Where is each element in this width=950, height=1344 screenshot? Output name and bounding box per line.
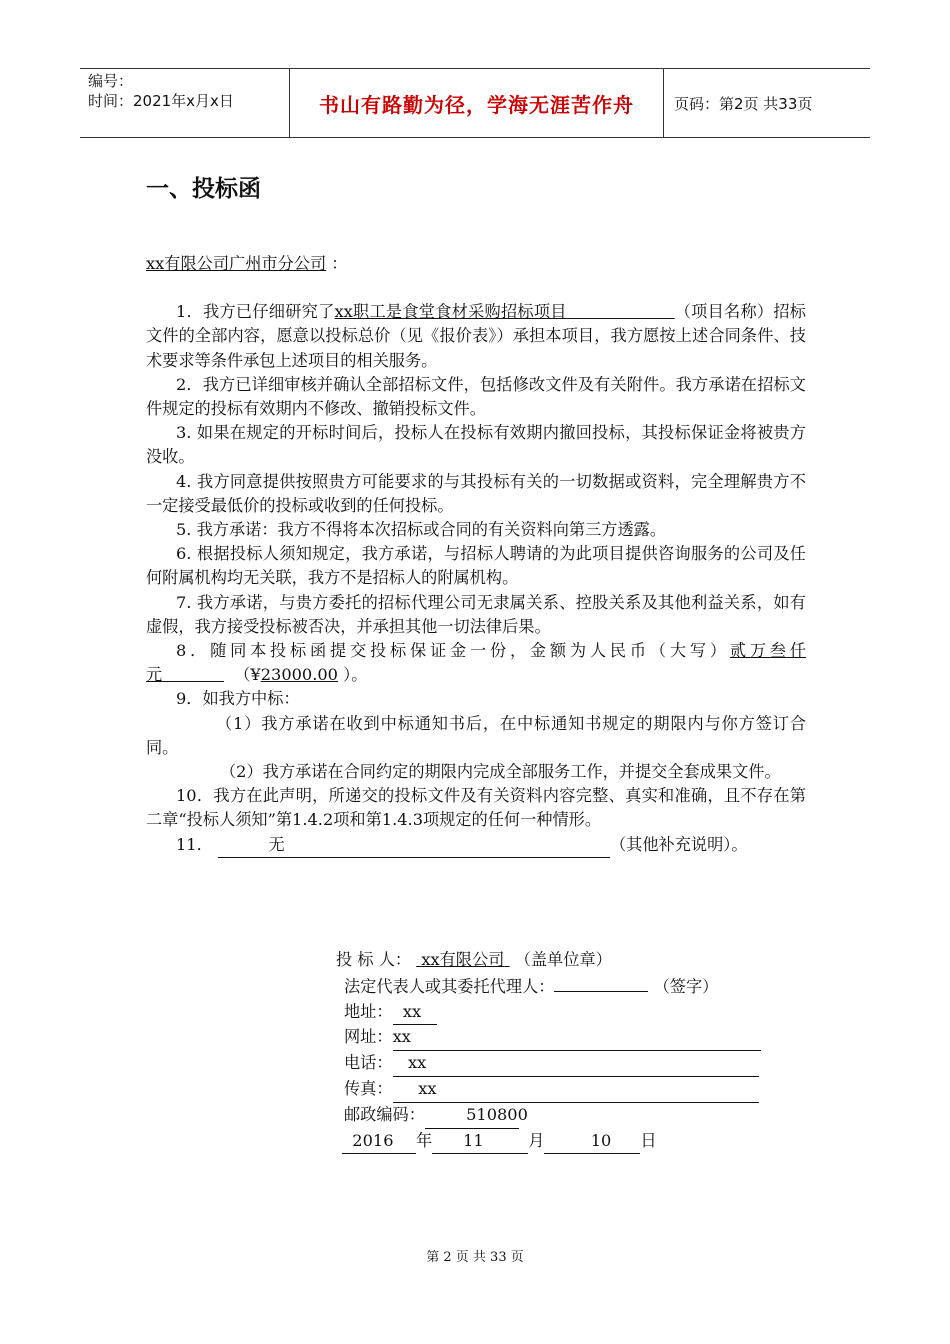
date-row (336, 1129, 761, 1155)
item-9-2: （2）我方承诺在合同约定的期限内完成全部服务工作，并提交全套成果文件。 (220, 762, 781, 782)
item-11 (146, 833, 806, 858)
address-value: xx (402, 1001, 422, 1021)
item-7: 7. 我方承诺，与贵方委托的招标代理公司无隶属关系、控股关系及其他利益关系，如有虚假，我方接受投标被否决，并承担其他一切法律后果。 (146, 592, 806, 636)
fax-line (393, 1077, 759, 1103)
website-value: xx (392, 1027, 411, 1047)
bidder-row (336, 948, 761, 973)
bidder-name-text: xx有限公司 (421, 950, 505, 969)
addressee: xx有限公司广州市分公司 (146, 254, 327, 273)
header-motto: 书山有路勤为径，学海无涯苦作舟 (290, 69, 664, 137)
item-11-lead: 11． (176, 834, 213, 854)
item-5: 5. 我方承诺：我方不得将本次招标或合同的有关资料向第三方透露。 (176, 520, 667, 540)
item-8-end: ）。 (343, 665, 368, 685)
bidder-label: 投 标 人： (336, 950, 412, 969)
fax-row (336, 1077, 761, 1103)
item-1-lead: 1．我方已仔细研究了 (176, 302, 335, 322)
month-line (432, 1129, 528, 1155)
item-11-tail: （其他补充说明）。 (609, 834, 748, 854)
item-2: 2．我方已详细审核并确认全部招标文件，包括修改文件及有关附件。我方承诺在招标文件规定的投标有效期内不修改、撤销投标文件。 (146, 374, 806, 419)
page-footer: 第 2 页 共 33 页 (426, 1250, 524, 1265)
header-page-info: 页码：第2页 共33页 (674, 94, 813, 113)
header-meta (80, 69, 290, 137)
phone-value: xx (408, 1053, 427, 1073)
number-label: 编号： (88, 72, 134, 90)
address-label: 地址： (344, 1001, 393, 1021)
item-9-1: （1）我方承诺在收到中标通知书后，在中标通知书规定的期限内与你方签订合同。 (146, 713, 806, 757)
bidder-suffix: （盖单位章） (514, 950, 612, 969)
phone-label: 电话： (344, 1053, 393, 1073)
phone-row (336, 1051, 761, 1077)
rep-row (336, 973, 761, 1000)
month-label: 月 (528, 1130, 545, 1150)
rep-suffix: （签字） (653, 976, 719, 996)
item-1 (146, 300, 806, 373)
amount-words-text: 贰万叁仟元 (146, 641, 806, 685)
fax-value: xx (418, 1078, 437, 1098)
address-line (393, 1000, 437, 1026)
item-8 (146, 639, 806, 687)
postcode-line (425, 1103, 528, 1129)
year-value: 2016 (352, 1130, 394, 1150)
year-label: 年 (416, 1130, 433, 1150)
fax-label: 传真： (344, 1078, 393, 1098)
item-10: 10．我方在此声明，所递交的投标文件及有关资料内容完整、真实和准确，且不存在第二章“投标人须知”第1.4.2项和第1.4.3项规定的任何一种情形。 (146, 786, 806, 830)
section-title: 一、投标函 (146, 176, 261, 202)
amount-figure: 23000.00 (260, 665, 338, 685)
item-8-mid: （¥ (234, 665, 261, 685)
item-9: 9．如我方中标： (176, 689, 300, 709)
addressee-suffix: ： (331, 254, 348, 273)
time-label: 时间：2021年x月x日 (88, 92, 234, 110)
year-line (342, 1129, 416, 1155)
website-line (393, 1025, 761, 1051)
postcode-row (336, 1103, 761, 1129)
rep-label: 法定代表人或其委托代理人： (344, 976, 555, 996)
postcode-value: 510800 (466, 1104, 528, 1124)
item-3: 3. 如果在规定的开标时间后，投标人在投标有效期内撤回投标，其投标保证金将被贵方没收。 (146, 423, 806, 467)
bidder-name (416, 950, 509, 969)
day-line (544, 1129, 640, 1155)
page-header (80, 68, 870, 138)
project-name (335, 302, 675, 321)
day-value: 10 (590, 1130, 612, 1150)
signature-block (336, 948, 761, 1154)
month-value: 11 (463, 1130, 484, 1150)
phone-line (393, 1051, 759, 1077)
rep-signature-line (554, 973, 648, 992)
item-8-lead: 8．随同本投标函提交投标保证金一份，金额为人民币（大写） (176, 641, 730, 661)
item-4: 4. 我方同意提供按照贵方可能要求的与其投标有关的一切数据或资料，完全理解贵方不一定接受最低价的投标或收到的任何投标。 (146, 471, 806, 515)
item-1-rest: （项目名称）招标文件的全部内容，愿意以投标总价（见《报价表》）承担本项目，我方愿按上述合同条件、技术要求等条件承包上述项目的相关服务。 (146, 302, 806, 370)
website-label: 网址： (344, 1027, 393, 1047)
website-row (336, 1025, 761, 1051)
item-11-line (218, 833, 610, 858)
addressee-line (146, 252, 806, 276)
project-name-text: xx职工是食堂食材采购招标项目 (334, 302, 567, 322)
postcode-label: 邮政编码： (344, 1104, 425, 1124)
item-6: 6. 根据投标人须知规定，我方承诺，与招标人聘请的为此项目提供咨询服务的公司及任何附属机构均无关联，我方不是招标人的附属机构。 (146, 544, 806, 588)
letter-body (146, 252, 806, 858)
item-11-value: 无 (268, 834, 285, 854)
day-label: 日 (640, 1130, 657, 1150)
address-row (336, 1000, 761, 1026)
